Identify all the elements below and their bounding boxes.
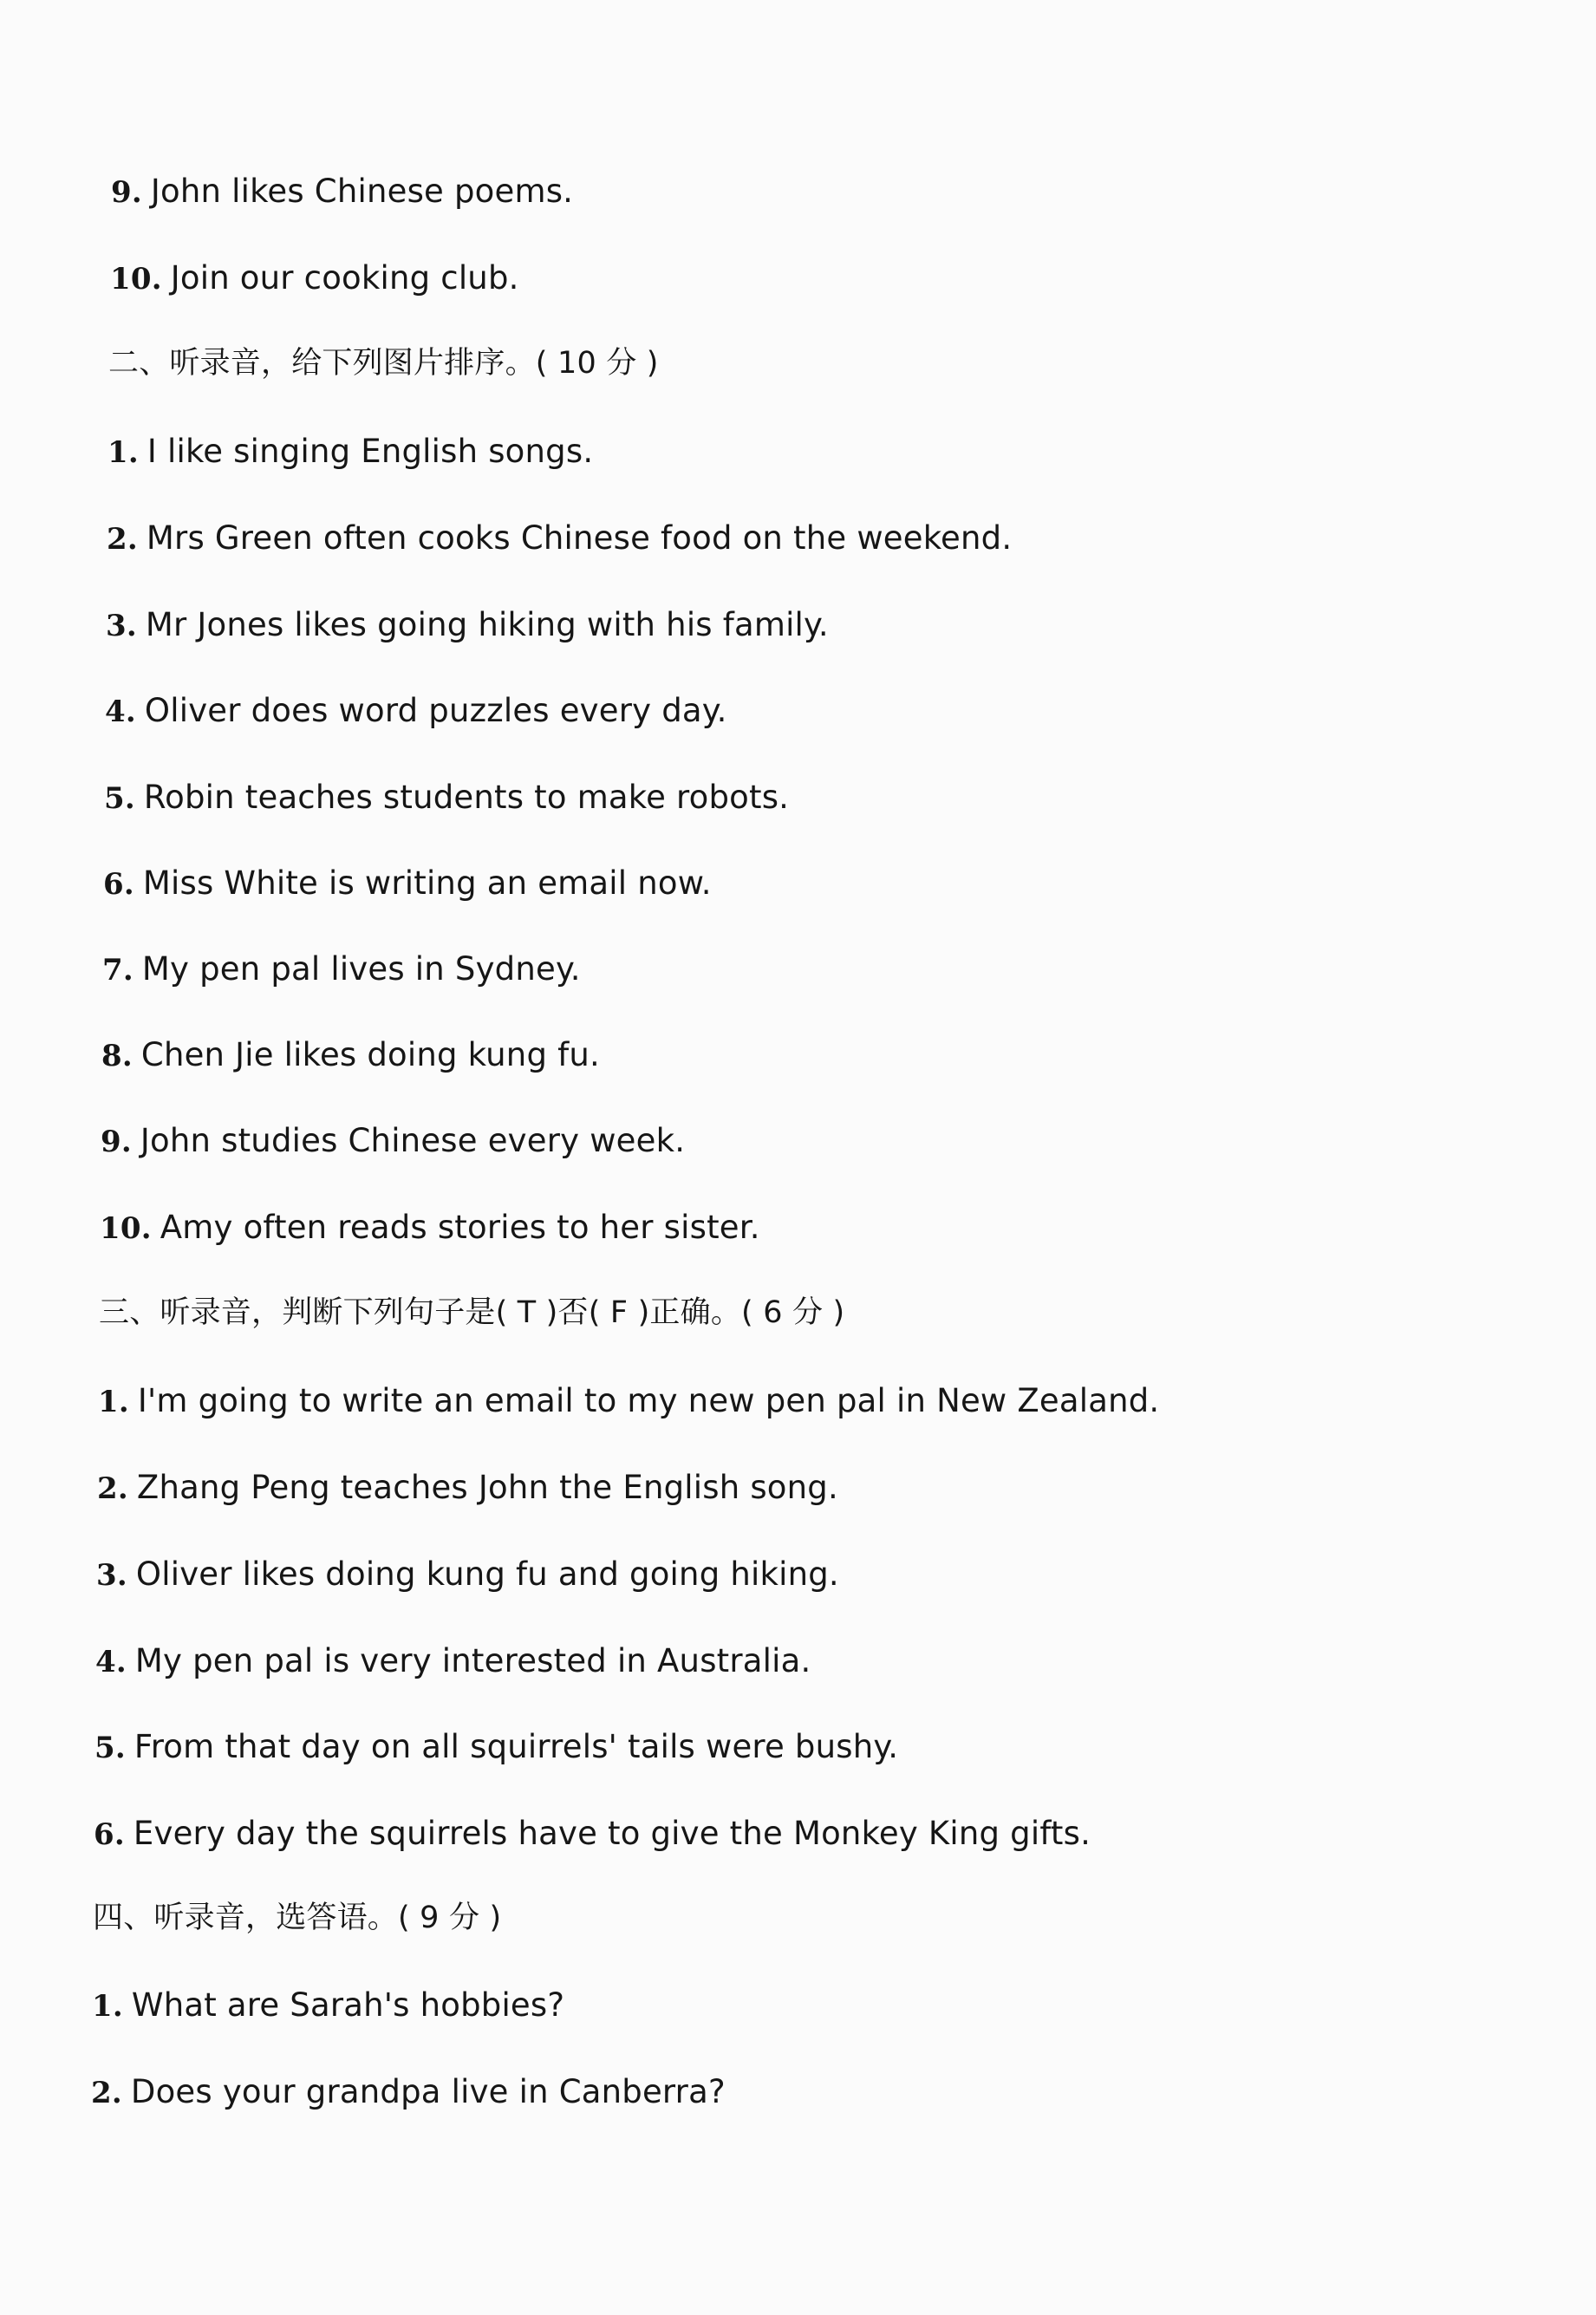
item-number: 10. xyxy=(100,1211,152,1246)
list-item xyxy=(94,1728,899,1765)
item-number: 4. xyxy=(105,694,136,729)
section-heading: 二、听录音，给下列图片排序。( 10 分 ) xyxy=(108,346,659,381)
list-item xyxy=(106,606,829,643)
list-item xyxy=(92,1986,565,2024)
item-text: Oliver does word puzzles every day. xyxy=(144,692,727,729)
item-number: 2. xyxy=(91,2076,122,2110)
item-number: 2. xyxy=(107,522,138,557)
item-number: 6. xyxy=(103,867,134,902)
section-heading: 四、听录音，选答语。( 9 分 ) xyxy=(93,1901,502,1935)
list-item xyxy=(97,1469,838,1506)
item-text: John studies Chinese every week. xyxy=(140,1122,686,1159)
item-number: 6. xyxy=(94,1817,125,1852)
item-text: I'm going to write an email to my new pen pal in New Zealand. xyxy=(137,1382,1160,1419)
item-text: I like singing English songs. xyxy=(147,433,594,470)
item-number: 7. xyxy=(102,953,134,988)
item-text: Chen Jie likes doing kung fu. xyxy=(140,1036,600,1073)
item-text: John likes Chinese poems. xyxy=(150,173,574,210)
item-number: 8. xyxy=(101,1039,133,1073)
item-text: From that day on all squirrels' tails were bushy. xyxy=(134,1728,899,1765)
list-item xyxy=(94,1815,1091,1852)
item-number: 9. xyxy=(101,1125,132,1159)
item-text: Miss White is writing an email now. xyxy=(142,864,712,902)
list-item xyxy=(103,864,712,902)
item-number: 3. xyxy=(106,609,137,643)
item-number: 1. xyxy=(98,1385,129,1419)
list-item xyxy=(107,519,1013,557)
section-heading: 三、听录音，判断下列句子是( T )否( F )正确。( 6 分 ) xyxy=(99,1295,845,1330)
item-number: 5. xyxy=(94,1731,126,1765)
item-number: 1. xyxy=(92,1989,123,2024)
item-text: Every day the squirrels have to give the Monkey King gifts. xyxy=(133,1815,1091,1852)
list-item xyxy=(105,694,727,727)
item-number: 1. xyxy=(107,435,139,470)
item-text: Mrs Green often cooks Chinese food on the weekend. xyxy=(146,519,1013,557)
list-item xyxy=(110,259,519,297)
item-text: Join our cooking club. xyxy=(170,259,519,297)
item-number: 5. xyxy=(104,781,135,816)
list-item xyxy=(101,1036,600,1073)
list-item xyxy=(111,173,574,210)
item-text: My pen pal lives in Sydney. xyxy=(141,950,581,988)
item-number: 10. xyxy=(110,262,162,297)
list-item xyxy=(107,433,594,470)
item-text: Amy often reads stories to her sister. xyxy=(160,1209,760,1246)
list-item xyxy=(101,1122,686,1159)
item-number: 3. xyxy=(96,1558,127,1593)
item-text: Zhang Peng teaches John the English song. xyxy=(136,1469,838,1506)
list-item xyxy=(102,950,581,988)
item-text: Robin teaches students to make robots. xyxy=(143,779,790,816)
list-item xyxy=(95,1642,811,1679)
list-item xyxy=(100,1209,760,1246)
list-item xyxy=(98,1382,1160,1419)
item-text: Mr Jones likes going hiking with his family. xyxy=(145,606,829,643)
list-item xyxy=(91,2073,726,2110)
item-text: Oliver likes doing kung fu and going hiking. xyxy=(135,1555,839,1593)
item-text: What are Sarah's hobbies? xyxy=(131,1986,565,2024)
item-number: 2. xyxy=(97,1471,128,1506)
item-text: Does your grandpa live in Canberra? xyxy=(130,2073,726,2110)
list-item xyxy=(96,1555,839,1593)
list-item xyxy=(104,779,790,816)
item-number: 9. xyxy=(111,175,142,210)
item-number: 4. xyxy=(95,1645,127,1679)
item-text: My pen pal is very interested in Australia. xyxy=(134,1642,811,1679)
